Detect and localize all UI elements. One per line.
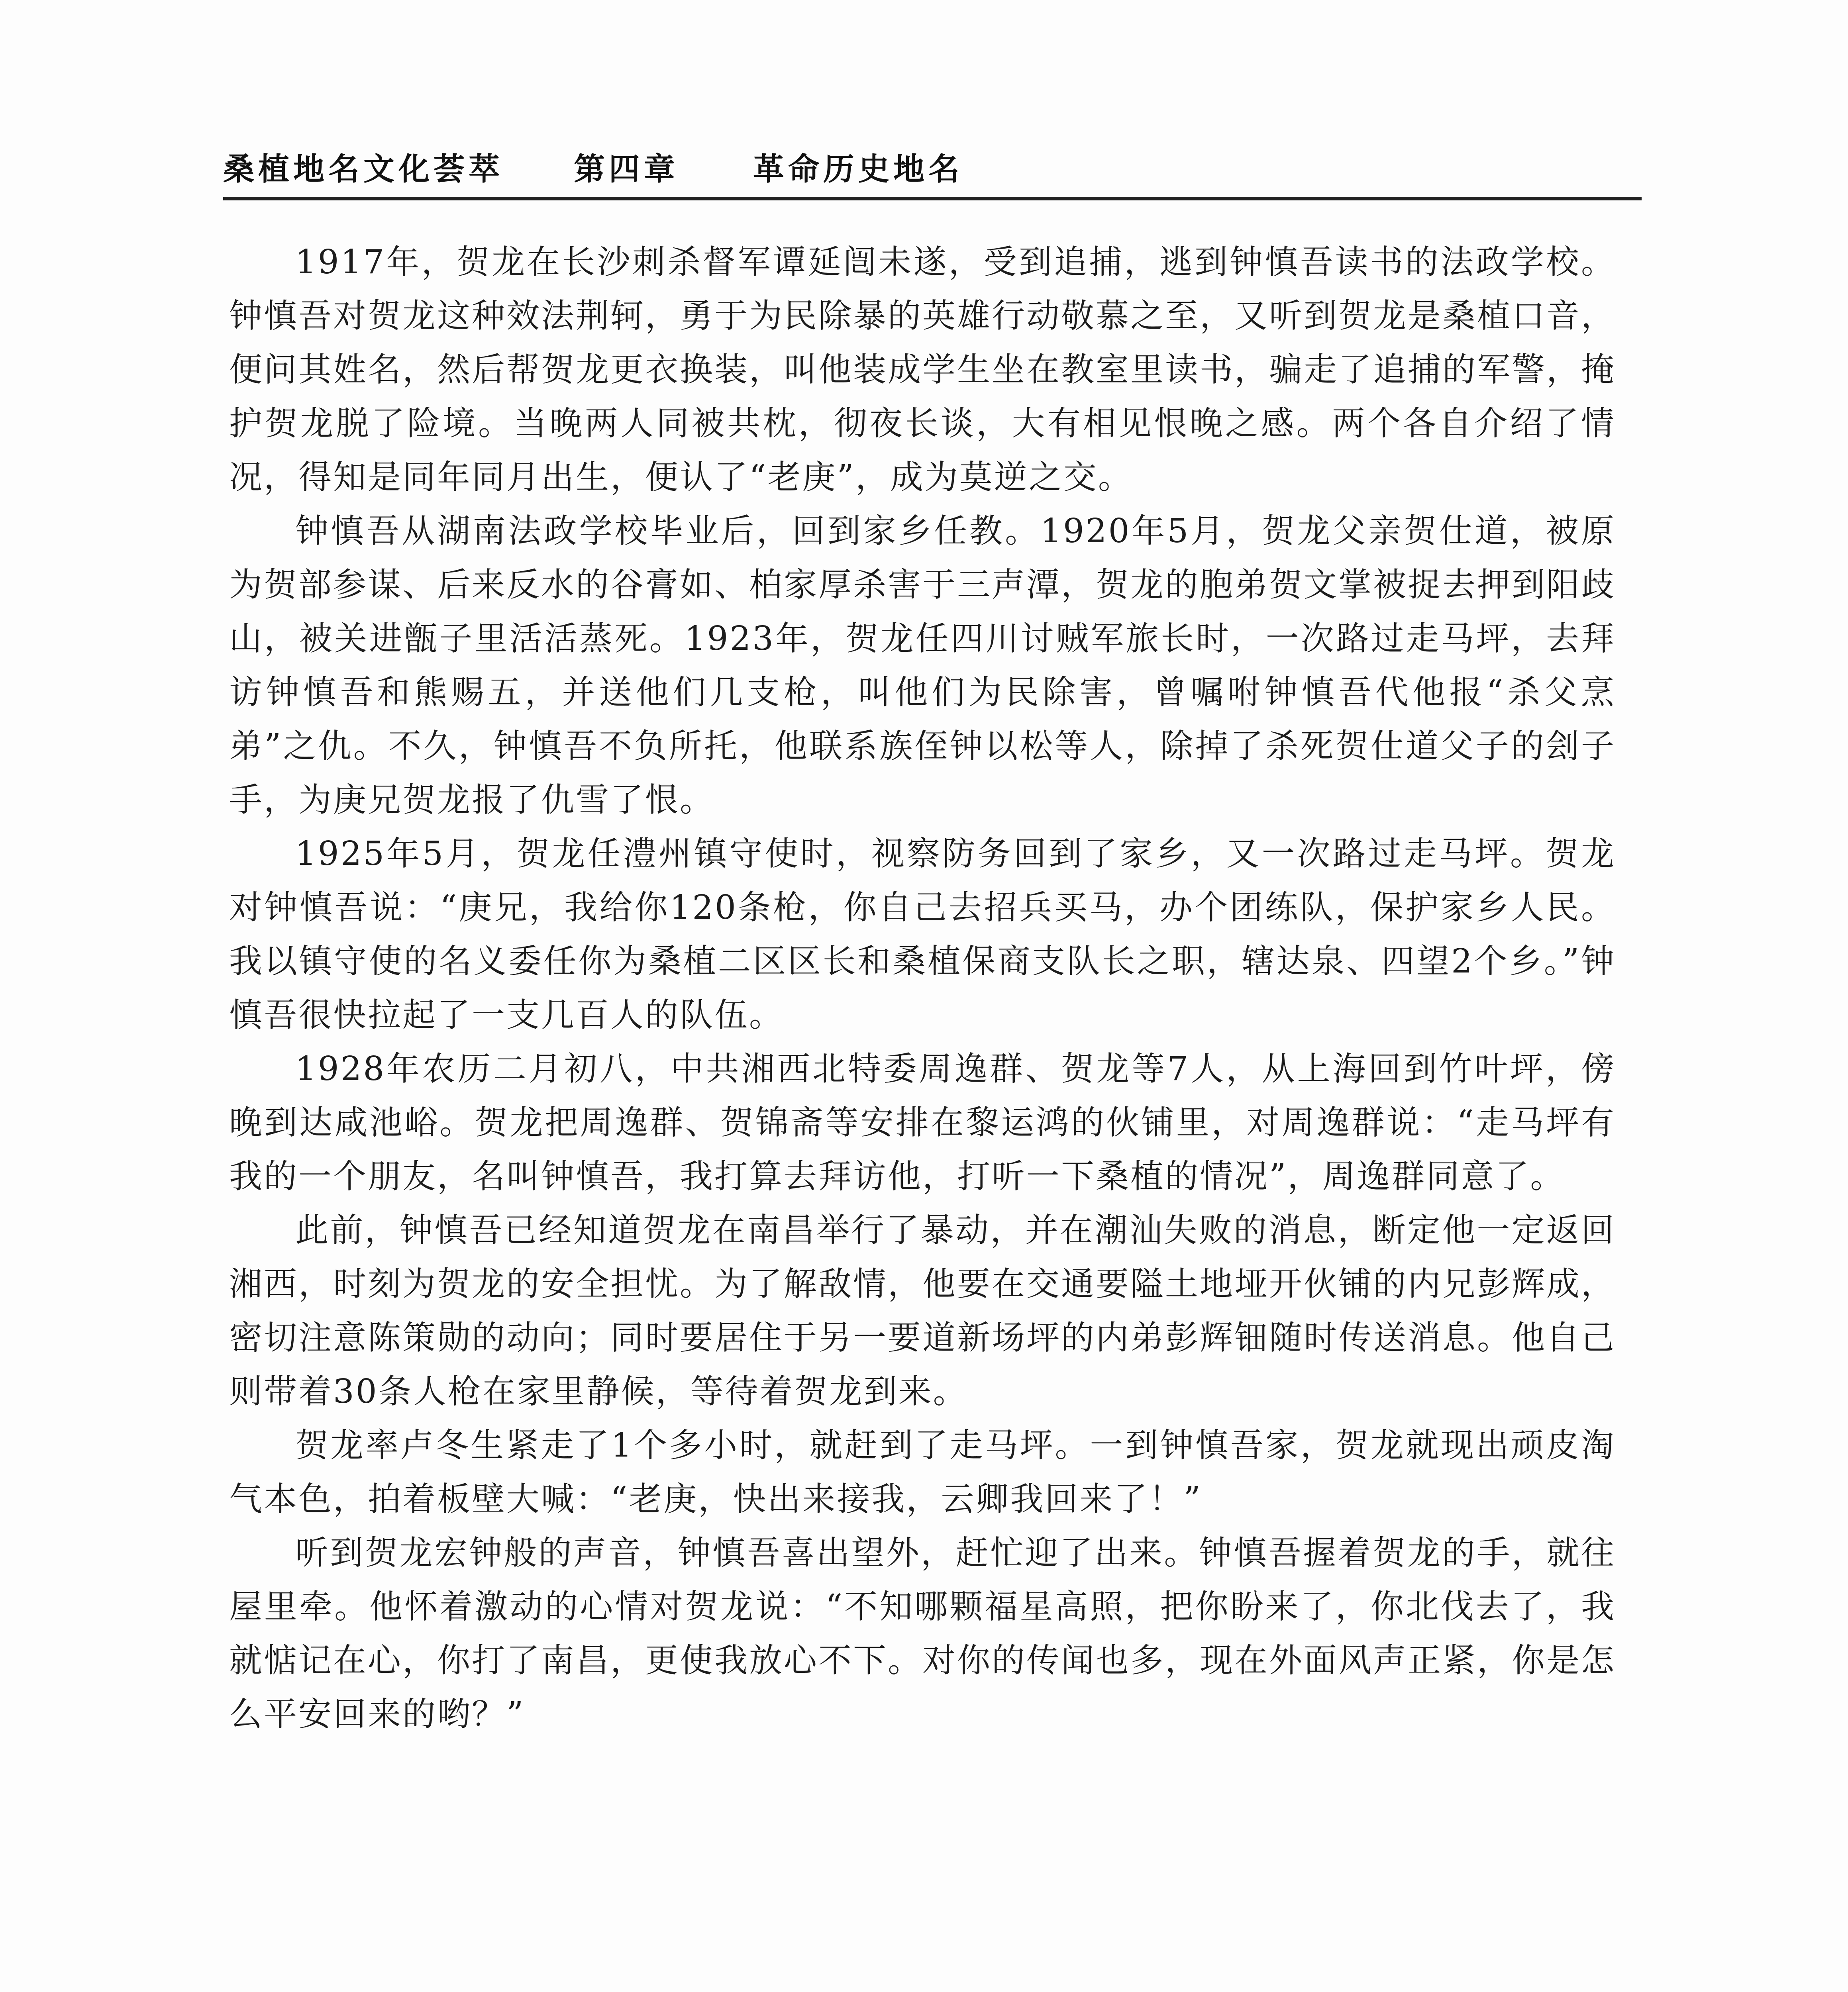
- paragraph: 钟慎吾从湖南法政学校毕业后，回到家乡任教。1920年5月，贺龙父亲贺仕道，被原为贺部参谋、后来反水的谷膏如、柏家厚杀害于三声潭，贺龙的胞弟贺文掌被捉去押到阳歧山，被关进甑子里活活蒸死。1923年，贺龙任四川讨贼军旅长时，一次路过走马坪，去拜访钟慎吾和熊赐五，并送他们几支枪，叫他们为民除害，曾嘱咐钟慎吾代他报“杀父烹弟”之仇。不久，钟慎吾不负所托，他联系族侄钟以松等人，除掉了杀死贺仕道父子的刽子手，为庚兄贺龙报了仇雪了恨。: [229, 512, 1616, 819]
- running-header: [223, 147, 1642, 195]
- paragraph: 此前，钟慎吾已经知道贺龙在南昌举行了暴动，并在潮汕失败的消息，断定他一定返回湘西，时刻为贺龙的安全担忧。为了解敌情，他要在交通要隘土地垭开伙铺的内兄彭辉成，密切注意陈策勋的动向；同时要居住于另一要道新场坪的内弟彭辉钿随时传送消息。他自己则带着30条人枪在家里静候，等待着贺龙到来。: [229, 1211, 1616, 1411]
- header-section-title: 革命历史地名: [753, 151, 964, 187]
- paragraph: 1928年农历二月初八，中共湘西北特委周逸群、贺龙等7人，从上海回到竹叶坪，傍晚到达咸池峪。贺龙把周逸群、贺锦斋等安排在黎运鸿的伙铺里，对周逸群说：“走马坪有我的一个朋友，名叫钟慎吾，我打算去拜访他，打听一下桑植的情况”，周逸群同意了。: [229, 1049, 1616, 1196]
- body-text: [229, 235, 1616, 1741]
- paragraph: 1917年，贺龙在长沙刺杀督军谭延闿未遂，受到追捕，逃到钟慎吾读书的法政学校。钟慎吾对贺龙这种效法荆轲，勇于为民除暴的英雄行动敬慕之至，又听到贺龙是桑植口音，便问其姓名，然后帮贺龙更衣换装，叫他装成学生坐在教室里读书，骗走了追捕的军警，掩护贺龙脱了险境。当晚两人同被共枕，彻夜长谈，大有相见恨晚之感。两个各自介绍了情况，得知是同年同月出生，便认了“老庚”，成为莫逆之交。: [229, 243, 1616, 496]
- header-book-title: 桑植地名文化荟萃: [223, 151, 504, 187]
- paragraph: 听到贺龙宏钟般的声音，钟慎吾喜出望外，赶忙迎了出来。钟慎吾握着贺龙的手，就往屋里牵。他怀着激动的心情对贺龙说：“不知哪颗福星高照，把你盼来了，你北伐去了，我就惦记在心，你打了南昌，更使我放心不下。对你的传闻也多，现在外面风声正紧，你是怎么平安回来的哟？”: [229, 1533, 1616, 1733]
- header-rule: [223, 197, 1642, 200]
- paragraph: 贺龙率卢冬生紧走了1个多小时，就赶到了走马坪。一到钟慎吾家，贺龙就现出顽皮淘气本色，拍着板壁大喊：“老庚，快出来接我，云卿我回来了！”: [229, 1426, 1616, 1518]
- paragraph: 1925年5月，贺龙任澧州镇守使时，视察防务回到了家乡，又一次路过走马坪。贺龙对钟慎吾说：“庚兄，我给你120条枪，你自己去招兵买马，办个团练队，保护家乡人民。我以镇守使的名义委任你为桑植二区区长和桑植保商支队长之职，辖达泉、四望2个乡。”钟慎吾很快拉起了一支几百人的队伍。: [229, 834, 1616, 1034]
- header-chapter: 第四章: [574, 151, 679, 187]
